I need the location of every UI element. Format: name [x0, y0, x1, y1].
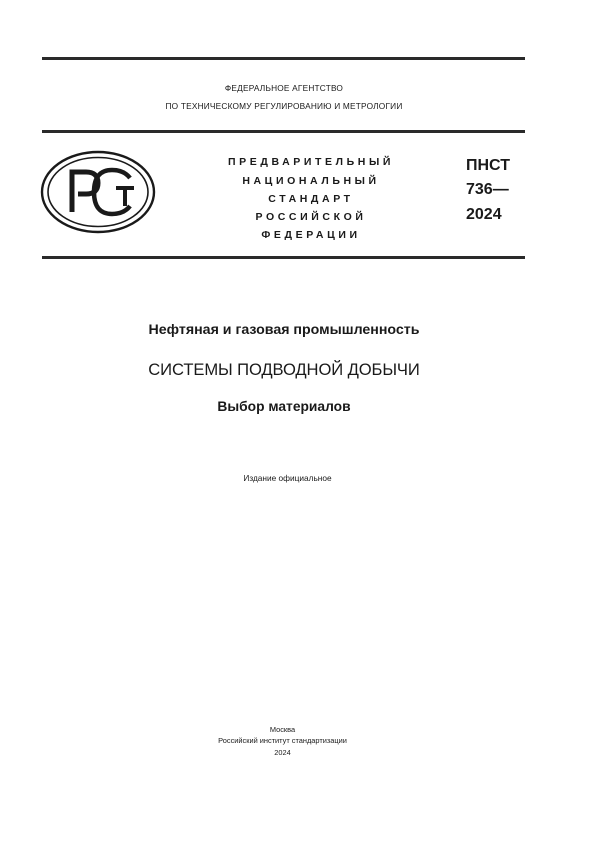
- header-rule-upper: [42, 130, 525, 133]
- agency-name-line-1: ФЕДЕРАЛЬНОЕ АГЕНТСТВО: [224, 83, 344, 93]
- document-title-main: Нефтяная и газовая промышленность: [148, 322, 420, 338]
- header-rule-lower: [42, 256, 525, 259]
- standard-code-number: 736—: [466, 181, 509, 198]
- imprint-city: Москва: [269, 725, 296, 734]
- agency-name-line-2: ПО ТЕХНИЧЕСКОМУ РЕГУЛИРОВАНИЮ И МЕТРОЛОГИИ: [165, 101, 403, 111]
- document-title-subject: СИСТЕМЫ ПОДВОДНОЙ ДОБЫЧИ: [148, 360, 420, 379]
- standard-code-year: 2024: [466, 206, 502, 223]
- imprint-year: 2024: [274, 748, 291, 757]
- edition-label: Издание официальное: [243, 473, 332, 483]
- standard-status-line-3: СТАНДАРТ: [268, 193, 354, 205]
- document-title-part: Выбор материалов: [217, 399, 351, 414]
- top-rule: [42, 57, 525, 60]
- standard-status-line-2: НАЦИОНАЛЬНЫЙ: [242, 175, 380, 187]
- standard-status-line-1: ПРЕДВАРИТЕЛЬНЫЙ: [228, 156, 394, 168]
- gost-r-logo-icon: [40, 150, 156, 234]
- standard-code-prefix: ПНСТ: [466, 157, 510, 174]
- imprint-publisher: Российский институт стандартизации: [218, 736, 347, 745]
- standard-status-line-4: РОССИЙСКОЙ: [255, 211, 367, 223]
- standard-status-line-5: ФЕДЕРАЦИИ: [261, 229, 361, 241]
